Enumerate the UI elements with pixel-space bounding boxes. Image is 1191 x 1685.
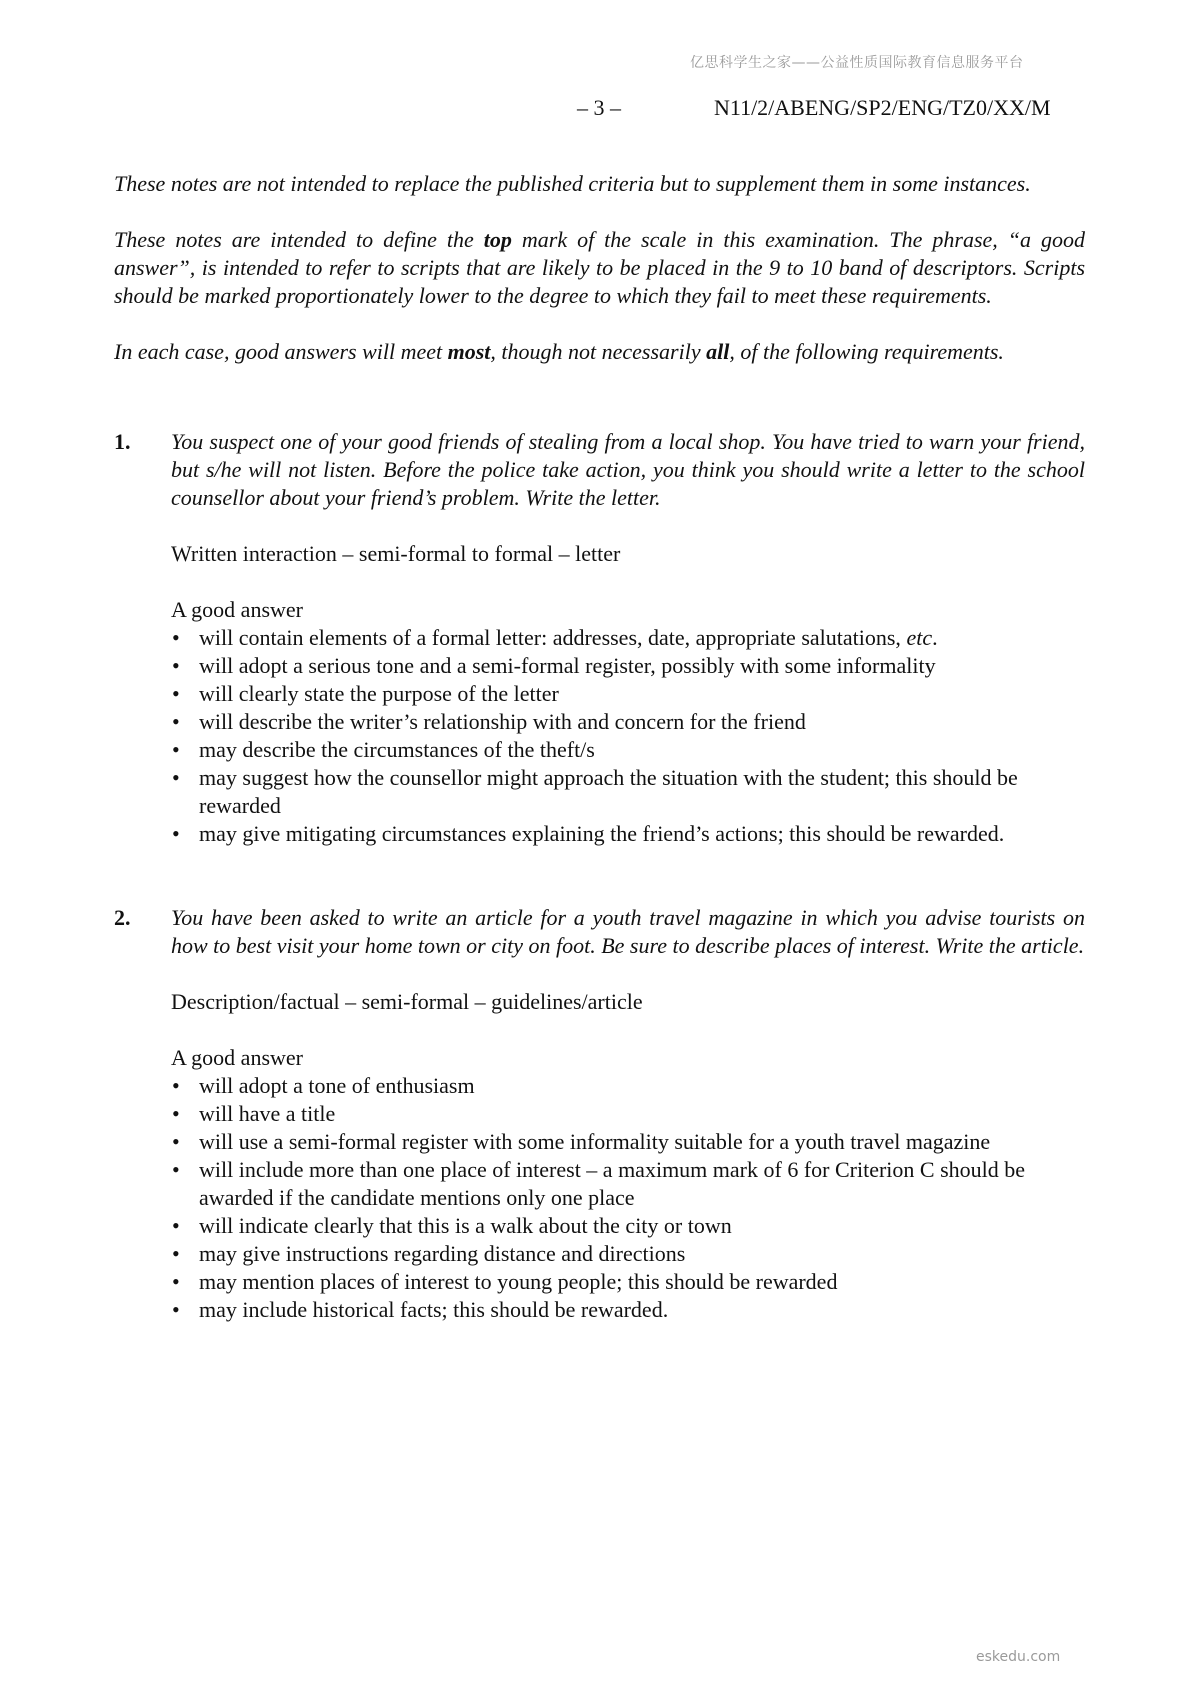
criterion-item: • may suggest how the counsellor might approach the situation with the student; this should be rewarded (171, 764, 1085, 820)
note-paragraph-1: These notes are not intended to replace the published criteria but to supplement them in some instances. (114, 171, 1031, 196)
question-prompt: You suspect one of your good friends of stealing from a local shop. You have tried to warn your friend, but s/he will not listen. Before the police take action, you think you should write a letter to the school counsellor about your friend’s problem. Write the letter. (171, 429, 1085, 510)
emphasis-top: top (483, 227, 512, 252)
text-type: Description/factual – semi-formal – guidelines/article (171, 989, 643, 1014)
question-number: 1. (114, 429, 131, 454)
paper-code: N11/2/ABENG/SP2/ENG/TZ0/XX/M (714, 95, 1051, 120)
page-number: – 3 – (577, 95, 621, 120)
criteria-list (171, 624, 1085, 848)
criterion-end: . (932, 625, 938, 650)
note-text: These notes are intended to define the (114, 227, 484, 252)
question-1 (114, 428, 1085, 848)
note-text: , though not necessarily (490, 339, 707, 364)
note-paragraph-3 (114, 338, 1085, 366)
answer-intro: A good answer (171, 597, 303, 622)
criterion-italic: etc (906, 625, 933, 650)
criterion-item: • may include historical facts; this should be rewarded. (171, 1296, 1085, 1324)
criterion-item: • will include more than one place of interest – a maximum mark of 6 for Criterion C should be awarded if the candidate mentions only one place (171, 1156, 1085, 1212)
criterion-item: • will clearly state the purpose of the letter (171, 680, 1085, 708)
criterion-text: will contain elements of a formal letter: addresses, date, appropriate salutations, (199, 625, 907, 650)
criterion-item: • may give instructions regarding distance and directions (171, 1240, 1085, 1268)
criterion-item (171, 624, 1085, 652)
criterion-item: • may describe the circumstances of the theft/s (171, 736, 1085, 764)
document-body (114, 170, 1085, 1324)
criterion-item: • may mention places of interest to young people; this should be rewarded (171, 1268, 1085, 1296)
criterion-item: • will indicate clearly that this is a walk about the city or town (171, 1212, 1085, 1240)
note-text: mark of the scale in this examination. The phrase, “a good answer”, is intended to refer to scripts that are likely to be placed in the 9 to 10 band of descriptors. Scripts should be marked proportionately lower to the degree to which they fail to meet these requirements. (114, 227, 1085, 308)
criteria-list (171, 1072, 1085, 1324)
watermark-bottom: eskedu.com (976, 1649, 1061, 1665)
note-text: , of the following requirements. (729, 339, 1004, 364)
criterion-item: • will adopt a tone of enthusiasm (171, 1072, 1085, 1100)
question-2 (114, 904, 1085, 1324)
text-type: Written interaction – semi-formal to formal – letter (171, 541, 621, 566)
answer-intro: A good answer (171, 1045, 303, 1070)
criterion-item: • will have a title (171, 1100, 1085, 1128)
page-header (0, 95, 1191, 125)
criterion-item: • will adopt a serious tone and a semi-formal register, possibly with some informality (171, 652, 1085, 680)
criterion-item: • will use a semi-formal register with some informality suitable for a youth travel magazine (171, 1128, 1085, 1156)
question-number: 2. (114, 905, 131, 930)
emphasis-most: most (447, 339, 491, 364)
criterion-item: • will describe the writer’s relationship with and concern for the friend (171, 708, 1085, 736)
criterion-item: • may give mitigating circumstances explaining the friend’s actions; this should be rewarded. (171, 820, 1085, 848)
question-prompt: You have been asked to write an article for a youth travel magazine in which you advise tourists on how to best visit your home town or city on foot. Be sure to describe places of interest. Write the article. (171, 905, 1085, 958)
note-paragraph-2 (114, 226, 1085, 310)
emphasis-all: all (706, 339, 730, 364)
note-text: In each case, good answers will meet (114, 339, 448, 364)
watermark-top: 亿思科学生之家——公益性质国际教育信息服务平台 (690, 55, 1024, 71)
